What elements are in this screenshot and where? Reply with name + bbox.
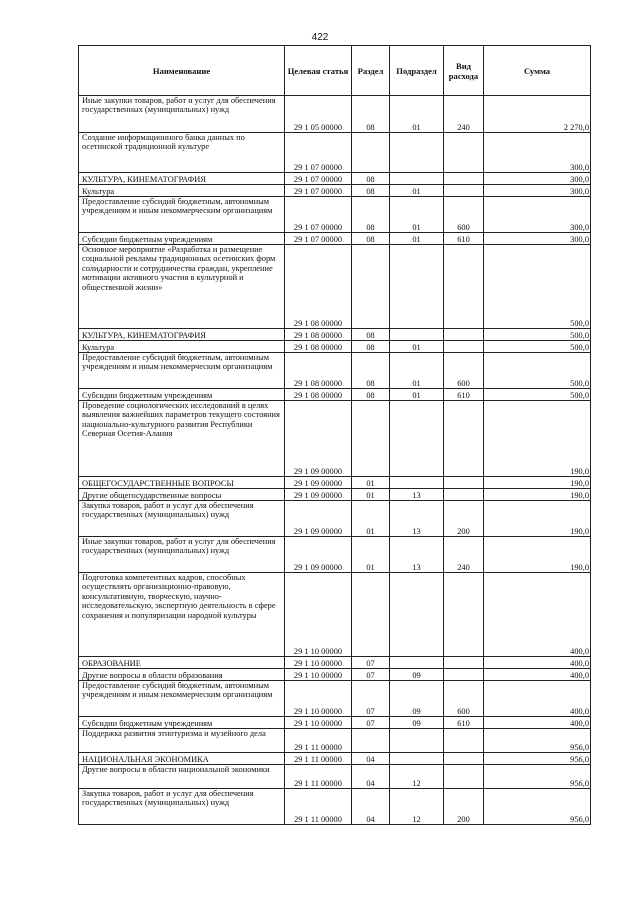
cell-subsection — [390, 753, 444, 765]
cell-target: 29 1 08 00000 — [285, 245, 352, 329]
header-sum: Сумма — [484, 46, 591, 96]
cell-sum: 300,0 — [484, 185, 591, 197]
cell-section: 07 — [352, 717, 390, 729]
table-row — [79, 657, 591, 669]
cell-subsection — [390, 329, 444, 341]
cell-target: 29 1 08 00000 — [285, 353, 352, 389]
cell-sum: 2 270,0 — [484, 96, 591, 133]
header-name: Наименование — [79, 46, 285, 96]
cell-section — [352, 133, 390, 173]
cell-section: 04 — [352, 753, 390, 765]
cell-sum: 400,0 — [484, 717, 591, 729]
cell-section: 07 — [352, 681, 390, 717]
cell-subsection: 09 — [390, 669, 444, 681]
cell-name: Культура — [79, 341, 285, 353]
header-subsection: Подраздел — [390, 46, 444, 96]
table-row — [79, 681, 591, 717]
cell-type: 200 — [444, 501, 484, 537]
cell-type — [444, 765, 484, 789]
cell-subsection: 13 — [390, 501, 444, 537]
cell-name: Иные закупки товаров, работ и услуг для обеспечения государственных (муниципальных) нужд — [79, 96, 285, 133]
cell-name: КУЛЬТУРА, КИНЕМАТОГРАФИЯ — [79, 173, 285, 185]
header-type: Вид расхода — [444, 46, 484, 96]
cell-subsection — [390, 401, 444, 477]
cell-target: 29 1 10 00000 — [285, 717, 352, 729]
cell-sum: 956,0 — [484, 729, 591, 753]
cell-type — [444, 753, 484, 765]
cell-subsection: 01 — [390, 96, 444, 133]
cell-name: Другие вопросы в области национальной экономики — [79, 765, 285, 789]
cell-name: Предоставление субсидий бюджетным, автономным учреждениям и иным некоммерческим организациям — [79, 681, 285, 717]
header-target: Целевая статья — [285, 46, 352, 96]
table-row — [79, 173, 591, 185]
cell-type: 600 — [444, 197, 484, 233]
cell-sum: 300,0 — [484, 173, 591, 185]
cell-name: ОБРАЗОВАНИЕ — [79, 657, 285, 669]
cell-section: 01 — [352, 477, 390, 489]
cell-section: 08 — [352, 341, 390, 353]
cell-section: 01 — [352, 489, 390, 501]
cell-type — [444, 477, 484, 489]
cell-sum: 956,0 — [484, 753, 591, 765]
cell-type: 600 — [444, 681, 484, 717]
table-row — [79, 197, 591, 233]
cell-subsection: 01 — [390, 353, 444, 389]
cell-name: Субсидии бюджетным учреждениям — [79, 233, 285, 245]
cell-subsection: 12 — [390, 789, 444, 825]
cell-sum: 500,0 — [484, 353, 591, 389]
cell-sum: 500,0 — [484, 341, 591, 353]
table-row — [79, 353, 591, 389]
cell-subsection: 12 — [390, 765, 444, 789]
table-row — [79, 245, 591, 329]
cell-sum: 400,0 — [484, 681, 591, 717]
cell-sum: 190,0 — [484, 501, 591, 537]
cell-sum: 300,0 — [484, 197, 591, 233]
cell-name: Другие общегосударственные вопросы — [79, 489, 285, 501]
cell-name: Субсидии бюджетным учреждениям — [79, 389, 285, 401]
cell-target: 29 1 08 00000 — [285, 329, 352, 341]
cell-section: 08 — [352, 389, 390, 401]
cell-section — [352, 573, 390, 657]
cell-sum: 400,0 — [484, 669, 591, 681]
cell-type: 610 — [444, 389, 484, 401]
cell-name: Культура — [79, 185, 285, 197]
table-row — [79, 341, 591, 353]
cell-subsection — [390, 133, 444, 173]
cell-subsection: 09 — [390, 717, 444, 729]
cell-type: 240 — [444, 96, 484, 133]
table-row — [79, 753, 591, 765]
cell-target: 29 1 10 00000 — [285, 669, 352, 681]
cell-name: Проведение социологических исследований в целях выявления важнейших параметров текущего состояния национально-культурного развития Республики Северная Осетия-Алания — [79, 401, 285, 477]
cell-name: Предоставление субсидий бюджетным, автономным учреждениям и иным некоммерческим организациям — [79, 353, 285, 389]
cell-sum: 500,0 — [484, 245, 591, 329]
cell-sum: 190,0 — [484, 477, 591, 489]
cell-target: 29 1 09 00000 — [285, 537, 352, 573]
cell-subsection — [390, 245, 444, 329]
cell-sum: 500,0 — [484, 329, 591, 341]
cell-target: 29 1 09 00000 — [285, 401, 352, 477]
table-row — [79, 729, 591, 753]
cell-type — [444, 185, 484, 197]
cell-type: 610 — [444, 233, 484, 245]
table-row — [79, 477, 591, 489]
cell-target: 29 1 10 00000 — [285, 681, 352, 717]
cell-type — [444, 669, 484, 681]
cell-section: 08 — [352, 96, 390, 133]
cell-type — [444, 573, 484, 657]
cell-subsection: 01 — [390, 197, 444, 233]
cell-section — [352, 245, 390, 329]
cell-sum: 400,0 — [484, 573, 591, 657]
cell-subsection: 01 — [390, 341, 444, 353]
table-row — [79, 329, 591, 341]
table-row — [79, 537, 591, 573]
cell-sum: 190,0 — [484, 401, 591, 477]
table-row — [79, 765, 591, 789]
cell-target: 29 1 11 00000 — [285, 765, 352, 789]
table-row — [79, 573, 591, 657]
cell-target: 29 1 11 00000 — [285, 753, 352, 765]
cell-type — [444, 329, 484, 341]
cell-name: Иные закупки товаров, работ и услуг для обеспечения государственных (муниципальных) нужд — [79, 537, 285, 573]
cell-sum: 956,0 — [484, 765, 591, 789]
cell-target: 29 1 10 00000 — [285, 657, 352, 669]
cell-sum: 300,0 — [484, 233, 591, 245]
cell-subsection: 01 — [390, 389, 444, 401]
cell-target: 29 1 07 00000 — [285, 197, 352, 233]
cell-target: 29 1 07 00000 — [285, 133, 352, 173]
cell-target: 29 1 11 00000 — [285, 789, 352, 825]
cell-name: Поддержка развития этнотуризма и музейного дела — [79, 729, 285, 753]
table-row — [79, 669, 591, 681]
cell-subsection: 01 — [390, 185, 444, 197]
cell-type — [444, 245, 484, 329]
cell-name: КУЛЬТУРА, КИНЕМАТОГРАФИЯ — [79, 329, 285, 341]
cell-section — [352, 401, 390, 477]
cell-subsection: 09 — [390, 681, 444, 717]
page-number: 422 — [311, 32, 329, 43]
table-row — [79, 96, 591, 133]
cell-name: Закупка товаров, работ и услуг для обеспечения государственных (муниципальных) нужд — [79, 789, 285, 825]
cell-type — [444, 341, 484, 353]
cell-type: 200 — [444, 789, 484, 825]
cell-subsection — [390, 573, 444, 657]
cell-subsection — [390, 657, 444, 669]
cell-section: 01 — [352, 501, 390, 537]
header-section: Раздел — [352, 46, 390, 96]
cell-section: 08 — [352, 197, 390, 233]
cell-sum: 956,0 — [484, 789, 591, 825]
cell-type — [444, 657, 484, 669]
cell-type — [444, 729, 484, 753]
cell-name: Закупка товаров, работ и услуг для обеспечения государственных (муниципальных) нужд — [79, 501, 285, 537]
budget-table — [78, 45, 591, 825]
cell-section: 07 — [352, 669, 390, 681]
cell-sum: 300,0 — [484, 133, 591, 173]
cell-sum: 190,0 — [484, 489, 591, 501]
cell-type — [444, 489, 484, 501]
cell-section: 08 — [352, 173, 390, 185]
table-row — [79, 501, 591, 537]
table-row — [79, 185, 591, 197]
cell-name: Другие вопросы в области образования — [79, 669, 285, 681]
cell-section: 08 — [352, 233, 390, 245]
table-row — [79, 233, 591, 245]
cell-target: 29 1 10 00000 — [285, 573, 352, 657]
cell-target: 29 1 05 00000 — [285, 96, 352, 133]
cell-section — [352, 729, 390, 753]
cell-target: 29 1 11 00000 — [285, 729, 352, 753]
cell-name: Создание информационного банка данных по осетинской традиционной культуре — [79, 133, 285, 173]
cell-subsection — [390, 477, 444, 489]
cell-sum: 500,0 — [484, 389, 591, 401]
cell-name: Основное мероприятие «Разработка и размещение социальной рекламы традиционных осетинских форм солидарности и сотрудничества граждан, укрепление мотивации активного участия в культурной и общественной жизни» — [79, 245, 285, 329]
cell-section: 08 — [352, 353, 390, 389]
cell-type — [444, 133, 484, 173]
cell-target: 29 1 09 00000 — [285, 477, 352, 489]
cell-target: 29 1 08 00000 — [285, 389, 352, 401]
table-row — [79, 401, 591, 477]
cell-target: 29 1 09 00000 — [285, 489, 352, 501]
table-row — [79, 489, 591, 501]
cell-target: 29 1 07 00000 — [285, 185, 352, 197]
cell-subsection: 13 — [390, 537, 444, 573]
cell-section: 08 — [352, 185, 390, 197]
header-row — [79, 46, 591, 96]
table-row — [79, 389, 591, 401]
table-body — [79, 96, 591, 825]
cell-name: Субсидии бюджетным учреждениям — [79, 717, 285, 729]
cell-target: 29 1 09 00000 — [285, 501, 352, 537]
table-row — [79, 133, 591, 173]
cell-type: 610 — [444, 717, 484, 729]
cell-section: 04 — [352, 789, 390, 825]
table-row — [79, 789, 591, 825]
cell-name: НАЦИОНАЛЬНАЯ ЭКОНОМИКА — [79, 753, 285, 765]
cell-section: 01 — [352, 537, 390, 573]
cell-section: 07 — [352, 657, 390, 669]
cell-target: 29 1 07 00000 — [285, 233, 352, 245]
cell-name: Предоставление субсидий бюджетным, автономным учреждениям и иным некоммерческим организациям — [79, 197, 285, 233]
cell-section: 04 — [352, 765, 390, 789]
cell-type — [444, 173, 484, 185]
cell-target: 29 1 08 00000 — [285, 341, 352, 353]
cell-subsection — [390, 173, 444, 185]
table-row — [79, 717, 591, 729]
cell-subsection — [390, 729, 444, 753]
cell-subsection: 01 — [390, 233, 444, 245]
cell-type: 240 — [444, 537, 484, 573]
cell-sum: 400,0 — [484, 657, 591, 669]
cell-section: 08 — [352, 329, 390, 341]
cell-target: 29 1 07 00000 — [285, 173, 352, 185]
cell-name: Подготовка компетентных кадров, способных осуществлять организационно-правовую, консультативную, творческую, научно-исследовательскую, экспертную деятельность в сфере сохранения и популяризации народной культуры — [79, 573, 285, 657]
cell-type — [444, 401, 484, 477]
cell-type: 600 — [444, 353, 484, 389]
cell-name: ОБЩЕГОСУДАРСТВЕННЫЕ ВОПРОСЫ — [79, 477, 285, 489]
cell-subsection: 13 — [390, 489, 444, 501]
cell-sum: 190,0 — [484, 537, 591, 573]
